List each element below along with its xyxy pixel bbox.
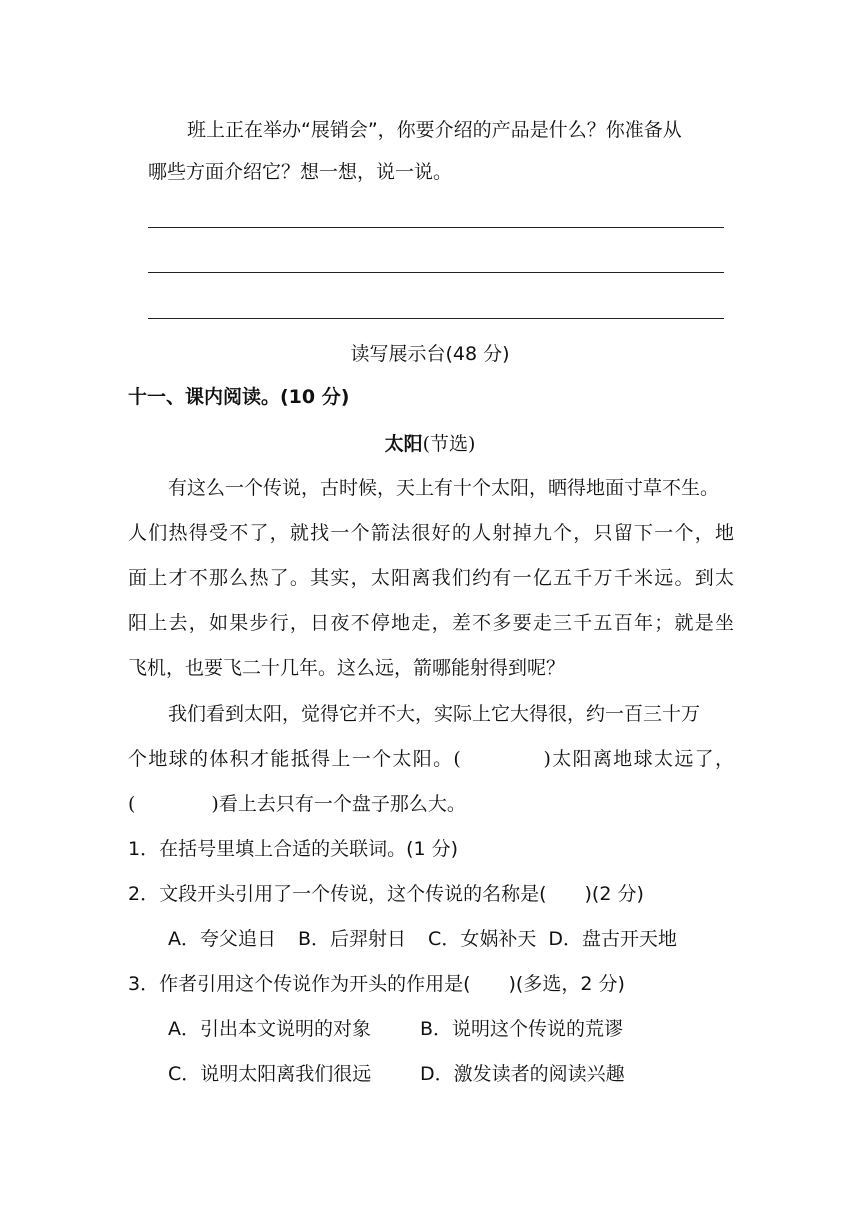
question-3-options-row-2 <box>168 1062 625 1086</box>
answer-line-3[interactable] <box>148 318 724 319</box>
question-3: 3．作者引用这个传说作为开头的作用是( )(多选，2 分) <box>128 973 625 995</box>
passage-title <box>0 432 860 456</box>
question-11-heading-text: 十一、课内阅读。(10 分) <box>128 386 350 408</box>
passage-para1-line-4: 阳上去，如果步行，日夜不停地走，差不多要走三千五百年；就是坐 <box>128 612 734 634</box>
section-header: 读写展示台(48 分) <box>350 343 510 365</box>
answer-line-1[interactable] <box>148 227 724 228</box>
prompt-line-2: 哪些方面介绍它？想一想，说一说。 <box>148 161 453 183</box>
passage-para1-line-1: 有这么一个传说，古时候，天上有十个太阳，晒得地面寸草不生。 <box>168 477 720 499</box>
passage-title-note: (节选) <box>422 433 476 455</box>
passage-para2-line-2: 个地球的体积才能抵得上一个太阳。( )太阳离地球太远了， <box>128 748 734 770</box>
question-2-option-d[interactable]: D．盘古开天地 <box>548 928 677 950</box>
passage-para2-line-3: ( )看上去只有一个盘子那么大。 <box>128 793 466 815</box>
answer-line-2[interactable] <box>148 272 724 273</box>
question-3-option-a[interactable]: A．引出本文说明的对象 <box>168 1018 371 1040</box>
question-2-option-b[interactable]: B．后羿射日 <box>298 928 407 950</box>
question-3-option-d[interactable]: D．激发读者的阅读兴趣 <box>420 1063 625 1085</box>
question-2-option-c[interactable]: C．女娲补天 <box>428 928 537 950</box>
question-2: 2．文段开头引用了一个传说，这个传说的名称是( )(2 分) <box>128 883 644 905</box>
question-11-heading <box>128 385 349 409</box>
passage-para1-line-3: 面上才不那么热了。其实，太阳离我们约有一亿五千万千米远。到太 <box>128 567 734 589</box>
passage-para2-line-1: 我们看到太阳，觉得它并不大，实际上它大得很，约一百三十万 <box>168 703 701 725</box>
passage-para1-line-2: 人们热得受不了，就找一个箭法很好的人射掉九个，只留下一个，地 <box>128 522 734 544</box>
passage-para1-line-5: 飞机，也要飞二十几年。这么远，箭哪能射得到呢？ <box>128 657 566 679</box>
prompt-line-1: 班上正在举办“展销会”，你要介绍的产品是什么？你准备从 <box>187 119 682 141</box>
passage-title-main: 太阳 <box>384 433 423 455</box>
question-2-option-a[interactable]: A．夸父追日 <box>168 928 276 950</box>
question-1: 1．在括号里填上合适的关联词。(1 分) <box>128 838 459 860</box>
question-3-options-row-1 <box>168 1017 623 1041</box>
question-3-option-b[interactable]: B．说明这个传说的荒谬 <box>420 1018 624 1040</box>
question-3-option-c[interactable]: C．说明太阳离我们很远 <box>168 1063 372 1085</box>
question-2-options <box>168 927 677 951</box>
